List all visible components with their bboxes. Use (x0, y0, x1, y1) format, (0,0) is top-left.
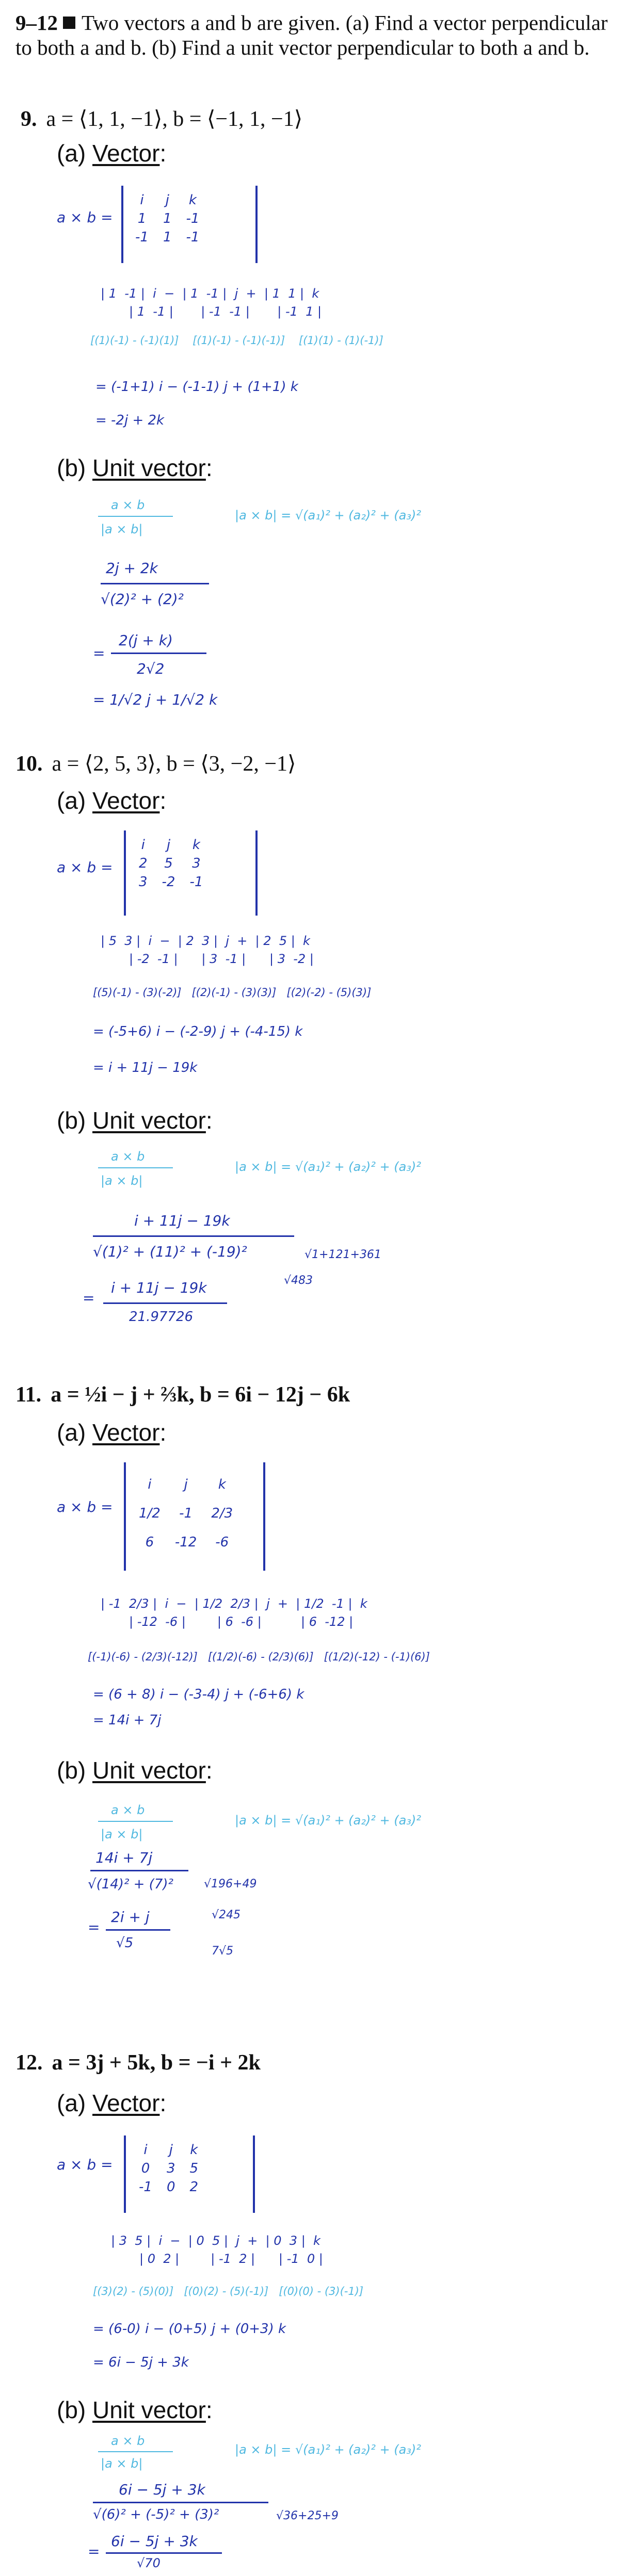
note-11-c: 7√5 (212, 1945, 234, 1958)
note-10-b: √483 (284, 1274, 313, 1287)
cy-norm: |a × b| = √(a₁)² + (a₂)² + (a₃)² (235, 1160, 421, 1174)
unit-den-9: √(2)² + (2)² (101, 591, 184, 608)
cy-norm: |a × b| = √(a₁)² + (a₂)² + (a₃)² (235, 2442, 421, 2457)
unit-step-den-10: 21.97726 (129, 1309, 194, 1325)
unit-step-den-9: 2√2 (137, 660, 165, 677)
unit-step-num-11: 2i + j (111, 1909, 150, 1926)
cy-frac-bot: |a × b| (101, 522, 143, 536)
cy-frac-bot: |a × b| (101, 1827, 143, 1841)
unit-num-10: i + 11j − 19k (134, 1212, 230, 1229)
cy-frac-top: a × b (111, 2434, 145, 2448)
problem-given: a = ⟨1, 1, −1⟩, b = ⟨−1, 1, −1⟩ (46, 107, 303, 131)
axb-label: a × b = (57, 859, 113, 876)
cy-frac-bot: |a × b| (101, 1173, 143, 1188)
minors-12: | 3 5 | i − | 0 5 | j + | 0 3 | k (111, 2233, 320, 2248)
problem-10-header: 10. a = ⟨2, 5, 3⟩, b = ⟨3, −2, −1⟩ (15, 752, 296, 776)
unit-num-9: 2j + 2k (106, 560, 158, 577)
minors-11-row2: | -12 -6 | | 6 -6 | | 6 -12 | (129, 1615, 354, 1629)
part-b-heading: (b) Unit vector: (57, 2396, 213, 2423)
problem-9-header (21, 106, 302, 132)
note-12-a: √36+25+9 (276, 2509, 339, 2522)
intro-body: Two vectors a and b are given. (a) Find a vector perpendicular to both a and b. (b) Find a unit vector perpendicular to both a and b. (15, 11, 608, 59)
determinant-9: i j k 1 1 -1 -1 1 -1 (135, 192, 200, 245)
determinant-12: i j k 0 3 5 -1 0 2 (139, 2142, 199, 2195)
note-10-a: √1+121+361 (305, 1248, 381, 1261)
step1-12: = (6-0) i − (0+5) j + (0+3) k (93, 2321, 286, 2337)
note-11-b: √245 (212, 1909, 241, 1921)
part-b-heading: (b) Unit vector: (57, 1757, 213, 1784)
intro-text (15, 10, 614, 60)
cy-frac-top: a × b (111, 1149, 145, 1164)
minors-9: | 1 -1 | i − | 1 -1 | j + | 1 1 | k (101, 286, 319, 301)
axb-label: a × b = (57, 2156, 113, 2173)
determinant-11: i j k 1/2 -1 2/3 6 -12 -6 (139, 1477, 233, 1550)
unit-step-num-12: 6i − 5j + 3k (111, 2533, 198, 2550)
unit-den-11: √(14)² + (7)² (88, 1877, 173, 1892)
part-a-heading: (a) Vector: (57, 140, 167, 167)
axb-label: a × b = (57, 209, 113, 226)
cy-frac-top: a × b (111, 498, 145, 512)
note-11-a: √196+49 (204, 1878, 257, 1890)
cy-frac-top: a × b (111, 1803, 145, 1817)
unit-den-12: √(6)² + (-5)² + (3)² (93, 2507, 219, 2522)
unit-den-10: √(1)² + (11)² + (-19)² (93, 1243, 247, 1260)
step1-10: = (-5+6) i − (-2-9) j + (-4-15) k (93, 1024, 303, 1039)
expand-10: [(5)(-1) - (3)(-2)] [(2)(-1) - (3)(3)] [(2)(-2) - (5)(3)] (93, 986, 372, 999)
part-a-heading: (a) Vector: (57, 2090, 167, 2116)
problem-11-header: 11. a = ½i − j + ⅔k, b = 6i − 12j − 6k (15, 1383, 350, 1407)
unit-step-num-10: i + 11j − 19k (111, 1279, 207, 1296)
minors-10-row2: | -2 -1 | | 3 -1 | | 3 -2 | (129, 952, 314, 966)
minors-12-row2: | 0 2 | | -1 2 | | -1 0 | (139, 2252, 323, 2266)
cy-frac-bot: |a × b| (101, 2456, 143, 2471)
square-icon (63, 17, 75, 29)
unit-num-12: 6i − 5j + 3k (119, 2481, 205, 2498)
problem-number: 9. (21, 107, 37, 131)
minors-10: | 5 3 | i − | 2 3 | j + | 2 5 | k (101, 934, 310, 948)
cy-norm: |a × b| = √(a₁)² + (a₂)² + (a₃)² (235, 508, 421, 523)
unit-num-11: 14i + 7j (95, 1849, 153, 1866)
unit-step-num-9: 2(j + k) (119, 632, 173, 649)
minors-9-row2: | 1 -1 | | -1 -1 | | -1 1 | (129, 304, 322, 319)
step2-11: = 14i + 7j (93, 1713, 162, 1728)
step2-10: = i + 11j − 19k (93, 1060, 198, 1075)
part-a-heading: (a) Vector: (57, 787, 167, 814)
step1-11: = (6 + 8) i − (-3-4) j + (-6+6) k (93, 1687, 305, 1702)
part-b-heading: (b) Unit vector: (57, 454, 213, 481)
unit-step-den-11: √5 (116, 1935, 134, 1951)
unit-step-den-12: √70 (137, 2556, 161, 2570)
expand-11: [(-1)(-6) - (2/3)(-12)] [(1/2)(-6) - (2/3)(6)] [(1/2)(-12) - (-1)(6)] (88, 1651, 430, 1663)
step1-9: = (-1+1) i − (-1-1) j + (1+1) k (95, 379, 298, 395)
determinant-10: i j k 2 5 3 3 -2 -1 (139, 837, 203, 890)
expand-12: [(3)(2) - (5)(0)] [(0)(2) - (5)(-1)] [(0)(0) - (3)(-1)] (93, 2285, 364, 2297)
step2-12: = 6i − 5j + 3k (93, 2355, 189, 2370)
problem-12-header: 12. a = 3j + 5k, b = −i + 2k (15, 2051, 261, 2075)
expand-9: [(1)(-1) - (-1)(1)] [(1)(-1) - (-1)(-1)] [(1)(1) - (1)(-1)] (90, 334, 383, 347)
minors-11: | -1 2/3 | i − | 1/2 2/3 | j + | 1/2 -1 | k (101, 1596, 367, 1611)
axb-label: a × b = (57, 1498, 113, 1515)
part-b-heading: (b) Unit vector: (57, 1107, 213, 1134)
part-a-heading: (a) Vector: (57, 1419, 167, 1446)
intro-range: 9–12 (15, 11, 58, 35)
cy-norm: |a × b| = √(a₁)² + (a₂)² + (a₃)² (235, 1813, 421, 1828)
step2-9: = -2j + 2k (95, 413, 165, 428)
unit-final-9: = 1/√2 j + 1/√2 k (93, 691, 218, 708)
